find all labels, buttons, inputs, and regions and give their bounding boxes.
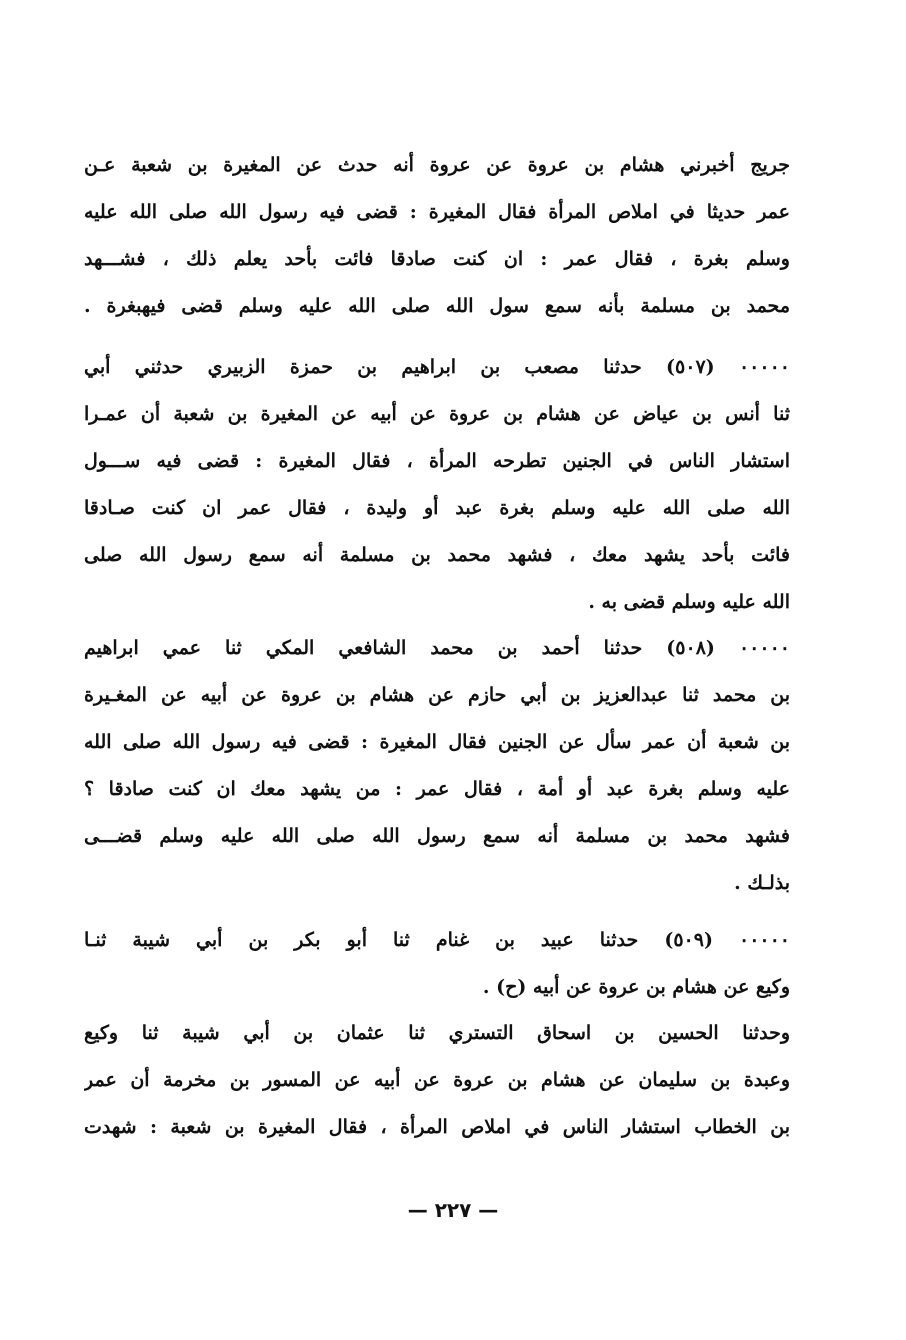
paragraph-5	[84, 1010, 790, 1151]
text-line: وحدثنا الحسين بن اسحاق التستري ثنا عثمان بن أبي شيبة ثنا وكيع	[84, 1022, 790, 1044]
text-line: بن الخطاب استشار الناس في املاص المرأة ، فقال المغيرة بن شعبة : شهدت	[84, 1116, 790, 1138]
text-line: وكيع عن هشام بن عروة عن أبيه (ح) .	[482, 976, 790, 998]
text-line: عمر حديثا في املاص المرأة فقال المغيرة : قضى فيه رسول الله صلى الله عليه	[84, 201, 790, 223]
paragraph-1	[84, 142, 790, 330]
text-line: الله صلى الله عليه وسلم بغرة عبد أو وليدة ، فقال عمر ان كنت صـادقا	[84, 497, 790, 519]
text-line: ٠٠٠٠٠ (٥٠٨) حدثنا أحمد بن محمد الشافعي المكي ثنا عمي ابراهيم	[84, 637, 790, 659]
text-line: وعبدة بن سليمان عن هشام بن عروة عن أبيه عن المسور بن مخرمة أن عمر	[84, 1069, 790, 1091]
text-line: فائت بأحد يشهد معك ، فشهد محمد بن مسلمة أنه سمع رسول الله صلى	[84, 544, 790, 566]
text-line: ثنا أنس بن عياض عن هشام بن عروة عن أبيه عن المغيرة بن شعبة أن عمـرا	[84, 403, 790, 425]
text-line: الله عليه وسلم قضى به .	[588, 591, 790, 613]
paragraph-2-hadith-507	[84, 344, 790, 626]
page-number: — ٢٢٧ —	[407, 1198, 499, 1222]
text-line: ٠٠٠٠٠ (٥٠٧) حدثنا مصعب بن ابراهيم بن حمزة الزبيري حدثني أبي	[84, 356, 790, 378]
text-line: محمد بن مسلمة بأنه سمع سول الله صلى الله عليه وسلم قضى فيهبغرة .	[84, 295, 790, 317]
text-line: عليه وسلم بغرة عبد أو أمة ، فقال عمر : من يشهد معك ان كنت صادقا ؟	[84, 778, 790, 800]
text-line: فشهد محمد بن مسلمة أنه سمع رسول الله صلى الله عليه وسلم قضـــى	[84, 825, 790, 847]
text-line: جريج أخبرني هشام بن عروة عن عروة أنه حدث عن المغيرة بن شعبة عـن	[84, 154, 790, 176]
text-line: ٠٠٠٠٠ (٥٠٩) حدثنا عبيد بن غنام ثنا أبو بكر بن أبي شيبة ثنـا	[84, 929, 790, 951]
text-line: بن محمد ثنا عبدالعزيز بن أبي حازم عن هشام بن عروة عن أبيه عن المغـيرة	[84, 684, 790, 706]
paragraph-3-hadith-508	[84, 625, 790, 907]
text-line: بذلـك .	[734, 872, 790, 894]
text-line: بن شعبة أن عمر سأل عن الجنين فقال المغيرة : قضى فيه رسول الله صلى الله	[84, 731, 790, 753]
text-line: استشار الناس في الجنين تطرحه المرأة ، فقال المغيرة : قضى فيه ســـول	[84, 450, 790, 472]
paragraph-4-hadith-509	[84, 917, 790, 1011]
text-line: وسلم بغرة ، فقال عمر : ان كنت صادقا فائت بأحد يعلم ذلك ، فشـــهد	[84, 248, 790, 270]
